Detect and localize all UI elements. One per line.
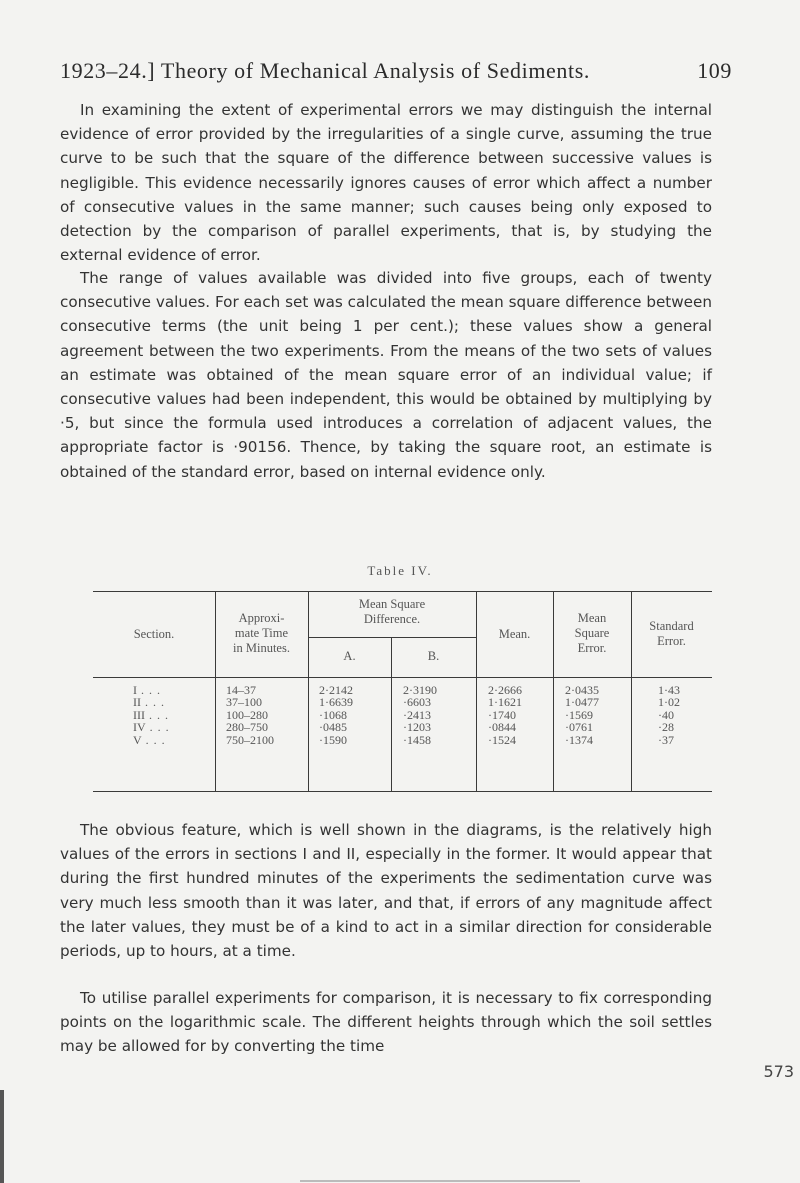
header-a: A. bbox=[343, 649, 356, 663]
table-cell: 14–37 bbox=[226, 683, 256, 697]
paragraph-parallel-experiments: To utilise parallel experiments for comparison, it is necessary to fix corresponding points on the logarithmic scale. The different heights through which the soil settles may be allowed for by converting the time bbox=[60, 989, 712, 1056]
table-cell: 37–100 bbox=[226, 695, 262, 710]
table-bottom-rule bbox=[93, 791, 712, 792]
table-cell: ·1068 bbox=[319, 707, 347, 722]
column-mean-square-error bbox=[565, 684, 599, 746]
scan-edge bbox=[0, 1090, 4, 1183]
table-cell: 750–2100 bbox=[226, 732, 274, 747]
paragraph-internal-evidence: In examining the extent of experimental errors we may distinguish the internal evidence of error provided by the irregularities of a single curve, assuming the true curve to be such that the square of the difference between successive values is negligible. This evidence necessarily ignores causes of error which affect a number of consecutive values in the same manner; such causes being only exposed to detection by the comparison of parallel experiments, that is, by studying the external evidence of error. bbox=[60, 101, 712, 265]
paragraph-obvious-feature: The obvious feature, which is well shown in the diagrams, is the relatively high values of the errors in sections I and II, especially in the former. It would appear that during the first hundred minutes of the experiments the sedimentation curve was very much less smooth than it was later, and that, if errors of any magnitude affect the later values, they must be of a kind to act in a similar direction for considerable periods, up to hours, at a time. bbox=[60, 821, 712, 961]
table-header-rule bbox=[93, 677, 712, 678]
table-cell: 2·0435 bbox=[565, 683, 599, 697]
subheader-rule bbox=[308, 637, 476, 638]
table-cell: I . . . bbox=[133, 684, 170, 696]
column-divider bbox=[476, 591, 477, 792]
header-standard-error: Standard Error. bbox=[649, 619, 694, 648]
header-page-number: 109 bbox=[697, 58, 732, 83]
running-header bbox=[60, 58, 732, 92]
column-b bbox=[403, 684, 437, 746]
header-mean-square-difference: Mean Square Difference. bbox=[358, 597, 426, 626]
column-standard-error bbox=[658, 684, 680, 746]
scan-bottom-line bbox=[300, 1180, 580, 1182]
table-cell: ·1203 bbox=[403, 720, 431, 735]
table-cell: ·0485 bbox=[319, 720, 347, 735]
table-cell: 1·43 bbox=[658, 683, 680, 697]
table-caption: Table IV. bbox=[367, 563, 433, 578]
table-cell: ·1524 bbox=[488, 732, 516, 747]
table-cell: ·0761 bbox=[565, 720, 593, 735]
header-title: 1923–24.] Theory of Mechanical Analysis of Sediments. bbox=[60, 58, 590, 83]
column-section bbox=[133, 684, 170, 746]
table-cell: 2·2142 bbox=[319, 683, 353, 697]
header-mean: Mean. bbox=[498, 627, 531, 641]
table-cell: IV . . . bbox=[133, 721, 170, 733]
table-cell: ·1374 bbox=[565, 732, 593, 747]
table-cell: ·28 bbox=[658, 720, 674, 735]
column-time bbox=[226, 684, 274, 746]
table-iv bbox=[93, 591, 712, 793]
table-top-rule bbox=[93, 591, 712, 592]
table-cell: ·0844 bbox=[488, 720, 516, 735]
column-a bbox=[319, 684, 353, 746]
table-cell: ·1569 bbox=[565, 707, 593, 722]
header-b: B. bbox=[427, 649, 440, 663]
header-time: Approxi- mate Time in Minutes. bbox=[233, 611, 290, 655]
table-cell: 280–750 bbox=[226, 720, 268, 735]
table-cell: 1·02 bbox=[658, 695, 680, 710]
table-cell: 1·0477 bbox=[565, 695, 599, 710]
table-cell: ·40 bbox=[658, 707, 674, 722]
table-cell: 1·1621 bbox=[488, 695, 522, 710]
table-cell: ·1740 bbox=[488, 707, 516, 722]
table-cell: II . . . bbox=[133, 696, 170, 708]
header-mean-square-error: Mean Square Error. bbox=[574, 611, 610, 655]
table-cell: III . . . bbox=[133, 709, 170, 721]
table-cell: ·6603 bbox=[403, 695, 431, 710]
header-section: Section. bbox=[133, 627, 175, 641]
table-cell: 2·3190 bbox=[403, 683, 437, 697]
table-cell: 1·6639 bbox=[319, 695, 353, 710]
table-cell: V . . . bbox=[133, 734, 170, 746]
footer-page-number: 573 bbox=[763, 1062, 794, 1081]
table-cell: ·2413 bbox=[403, 707, 431, 722]
table-cell: 100–280 bbox=[226, 707, 268, 722]
table-cell: 2·2666 bbox=[488, 683, 522, 697]
table-cell: ·1590 bbox=[319, 732, 347, 747]
paragraph-value-groups: The range of values available was divided into five groups, each of twenty consecutive values. For each set was calculated the mean square difference between consecutive terms (the unit being 1 per cent.); these values show a general agreement between the two experiments. From the means of the two sets of values an estimate was obtained of the mean square error of an individual value; if consecutive values had been independent, this would be obtained by multiplying by ·5, but since the formula used introduces a correlation of adjacent values, the appropriate factor is ·90156. Thence, by taking the square root, an estimate is obtained of the standard error, based on internal evidence only. bbox=[60, 269, 712, 481]
table-cell: ·1458 bbox=[403, 732, 431, 747]
table-cell: ·37 bbox=[658, 732, 674, 747]
column-mean bbox=[488, 684, 522, 746]
